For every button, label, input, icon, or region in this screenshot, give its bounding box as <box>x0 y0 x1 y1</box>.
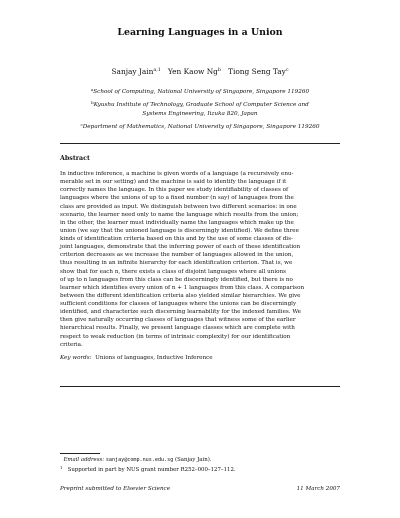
keywords <box>60 355 213 361</box>
footnote-rule <box>60 453 100 454</box>
abstract-line: kinds of identification criteria based on this and by the use of some classes of dis- <box>60 236 293 242</box>
abstract-line: criteria. <box>60 341 83 348</box>
abstract-line: union (we say that the unioned language is discerningly identified). We define three <box>60 227 299 234</box>
author-name: Tiong Seng Tay <box>228 67 286 76</box>
abstract-line: class are provided as input. We distinguish between two different scenarios: in one <box>60 203 297 210</box>
funding-footnote <box>60 465 236 473</box>
author-affiliation-mark: c <box>285 68 289 73</box>
abstract-line: between the different identification criteria also yielded similar hierarchies. We give <box>60 292 301 299</box>
abstract-bottom-rule <box>60 386 340 387</box>
affiliation-text: Systems Engineering, Iizuka 820, Japan <box>142 110 258 117</box>
affiliation-text: School of Computing, National University of Singapore, Singapore 119260 <box>93 89 310 95</box>
abstract-top-rule <box>60 143 340 144</box>
affiliation <box>0 86 400 97</box>
email-footnote <box>60 457 212 463</box>
abstract-line: merable set in our setting) and the machine is said to identify the language if it <box>60 179 287 186</box>
abstract-line: of up to n languages from this class can be discerningly identified, but there is no <box>60 276 293 283</box>
abstract-line: respect to weak reduction (in terms of intrinsic complexity) for our identification <box>60 333 291 340</box>
preprint-note: Preprint submitted to Elsevier Science <box>60 486 171 492</box>
affiliation-mark: c <box>80 122 83 127</box>
affiliation <box>0 121 400 132</box>
paper-title: Learning Languages in a Union <box>117 27 283 38</box>
author-name: Yen Kaow Ng <box>167 67 218 76</box>
email-owner: (Sanjay Jain). <box>175 457 212 463</box>
funding-text: Supported in part by NUS grant number R252–000–127–112. <box>67 467 236 473</box>
keywords-label: Key words: <box>60 355 92 361</box>
abstract-line: criterion decreases as we increase the number of languages allowed in the union, <box>60 252 294 259</box>
abstract-line: scenario, the learner need only to name the language which results from the union; <box>60 211 299 218</box>
author-list <box>0 67 400 76</box>
abstract-line: in the other, the learner must individually name the languages which make up the <box>60 219 294 226</box>
abstract-body <box>60 170 340 349</box>
email-address[interactable]: sanjay@comp.nus.edu.sg <box>105 457 174 463</box>
keywords-text: Unions of languages, Inductive Inference <box>95 355 213 361</box>
author-affiliation-mark: b <box>217 68 221 73</box>
abstract-heading: Abstract <box>60 155 90 162</box>
abstract-line: In inductive inference, a machine is given words of a language (a recursively enu- <box>60 171 294 177</box>
abstract-line: thus resulting in an infinite hierarchy for each identification criterion. That is, we <box>60 260 293 267</box>
abstract-line: show that for each n, there exists a class of disjoint languages where all unions <box>60 268 287 275</box>
affiliation-text: Department of Mathematics, National University of Singapore, Singapore 119260 <box>82 124 320 130</box>
author-affiliation-mark: a,1 <box>153 68 161 73</box>
footnote-mark: 1 <box>60 465 63 470</box>
submission-date: 11 March 2007 <box>296 486 340 492</box>
abstract-line: identified, and characterize such discerning learnability for the indexed families. We <box>60 309 301 316</box>
abstract-line: joint languages, demonstrate that the inferring power of each of these identification <box>60 244 301 251</box>
abstract-line: hierarchical results. Finally, we present language classes which are complete with <box>60 325 295 332</box>
abstract-line: languages where the unions of up to a fixed number (n say) of languages from the <box>60 195 294 202</box>
abstract-line: learner which identifies every union of n + 1 languages from this class. A comparison <box>60 284 305 291</box>
affiliation <box>0 99 400 118</box>
abstract-line: correctly names the language. In this paper we study identifiability of classes of <box>60 187 289 194</box>
affiliation-mark: b <box>91 100 94 105</box>
author-name: Sanjay Jain <box>111 67 154 76</box>
email-label: Email address: <box>63 457 105 463</box>
affiliation-mark: a <box>90 87 94 92</box>
affiliation-text: Kyushu Institute of Technology, Graduate School of Computer Science and <box>93 102 309 108</box>
abstract-line: sufficient conditions for classes of languages where the unions can be discerningly <box>60 301 297 307</box>
abstract-line: then give naturally occurring classes of languages that witness some of the earlier <box>60 317 296 324</box>
